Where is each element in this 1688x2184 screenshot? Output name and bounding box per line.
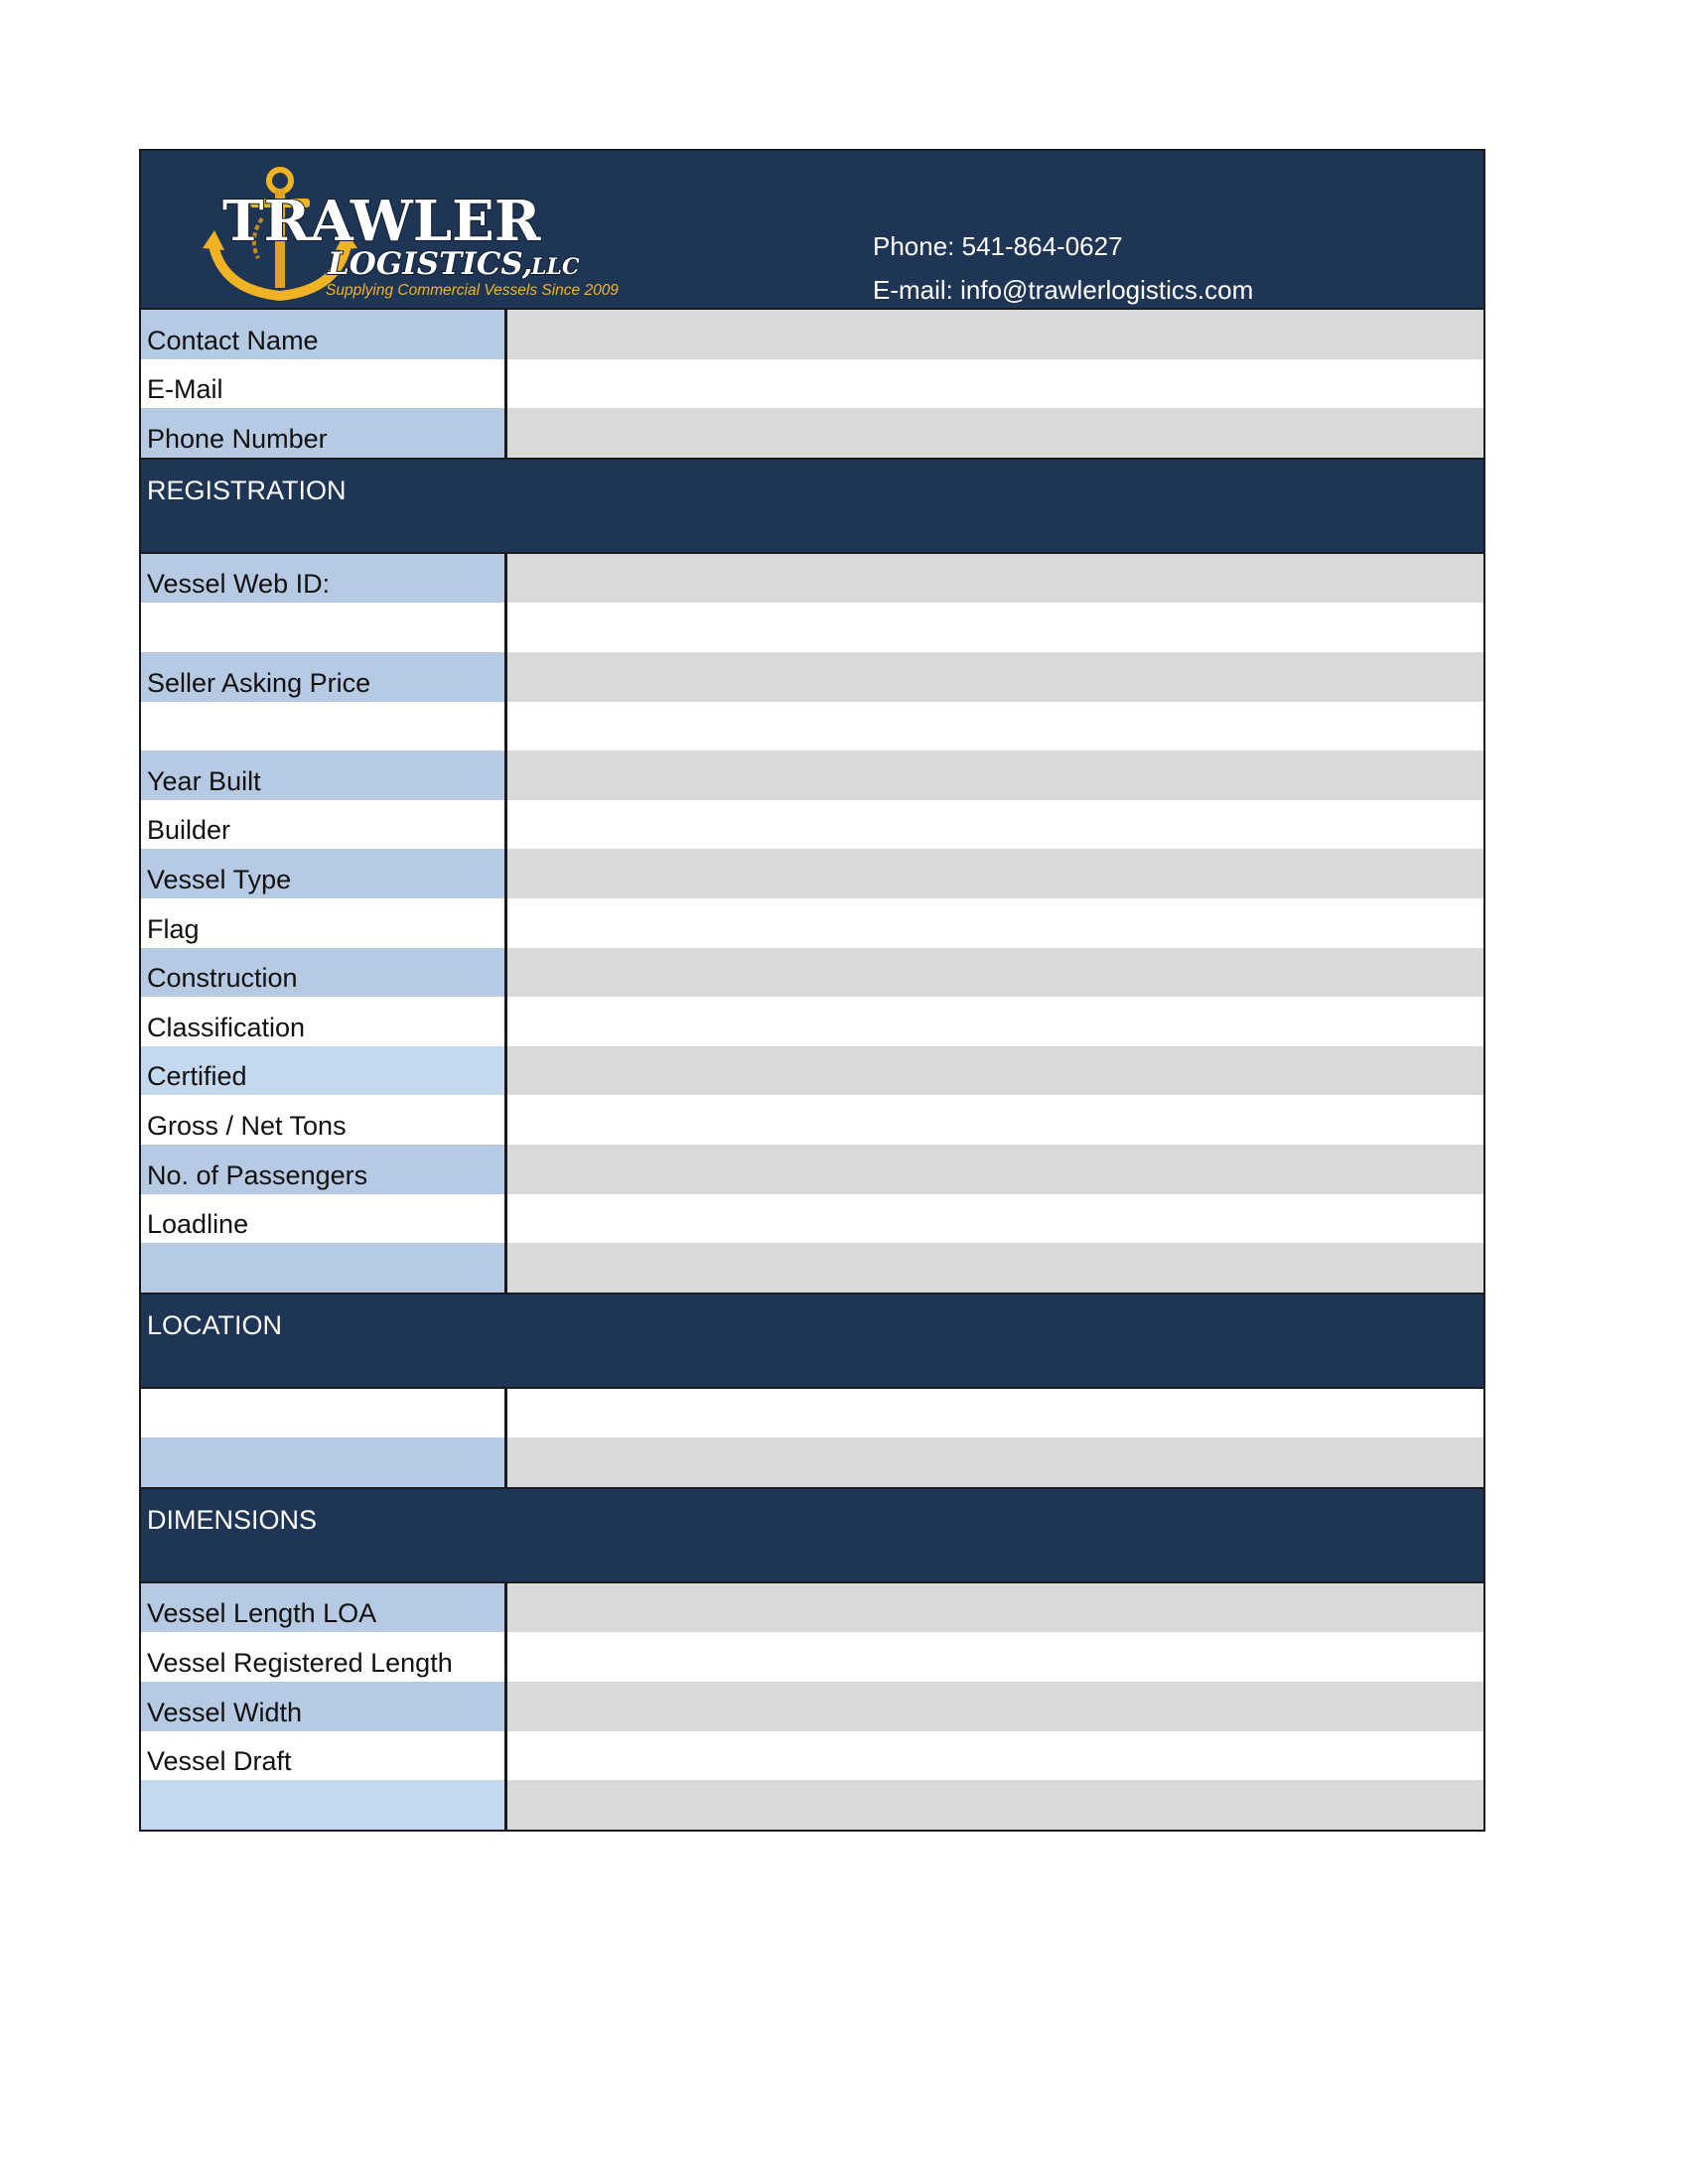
field-label: Vessel Draft [141,1731,507,1781]
field-label: Loadline [141,1194,507,1244]
field-value[interactable] [507,1046,1483,1096]
company-phone: Phone: 541-864-0627 [873,231,1123,261]
field-label: Year Built [141,751,507,800]
form-row-certified [141,1046,1483,1096]
field-value[interactable] [507,800,1483,850]
field-value[interactable] [507,1389,1483,1438]
field-value[interactable] [507,1437,1483,1487]
logo-tagline: Supplying Commercial Vessels Since 2009 [326,282,619,299]
form-row-blank [141,1243,1483,1293]
field-value[interactable] [507,1731,1483,1781]
field-label: Vessel Type [141,849,507,898]
field-label [141,1243,507,1293]
form-row-flag [141,898,1483,948]
form-row-loadline [141,1194,1483,1244]
logo-suffix: LLC [531,254,580,280]
field-value[interactable] [507,554,1483,604]
field-label: Contact Name [141,310,507,359]
field-label: Builder [141,800,507,850]
field-value[interactable] [507,948,1483,998]
field-value[interactable] [507,1780,1483,1830]
field-value[interactable] [507,1095,1483,1145]
form-row-construction [141,948,1483,998]
form-row-vessel-registered-length [141,1632,1483,1682]
field-value[interactable] [507,702,1483,751]
form-row-gross-net-tons [141,1095,1483,1145]
form-row-vessel-length-loa [141,1583,1483,1633]
field-label [141,603,507,652]
vessel-listing-form [139,149,1485,1832]
form-row-vessel-web-id [141,554,1483,604]
field-value[interactable] [507,310,1483,359]
form-row-blank [141,1437,1483,1487]
field-label [141,702,507,751]
field-label: Vessel Registered Length [141,1632,507,1682]
company-contact [873,224,1253,312]
company-email: E-mail: info@trawlerlogistics.com [873,275,1254,305]
form-row-blank [141,1780,1483,1830]
form-row-email [141,359,1483,409]
field-value[interactable] [507,997,1483,1046]
field-value[interactable] [507,1682,1483,1731]
field-value[interactable] [507,849,1483,898]
section-registration: REGISTRATION [141,458,1483,554]
form-header [141,151,1483,310]
field-label: Flag [141,898,507,948]
field-label: Classification [141,997,507,1046]
logo-name: TRAWLER [222,189,541,254]
form-row-no-of-passengers [141,1145,1483,1194]
form-row-blank [141,702,1483,751]
field-label: Gross / Net Tons [141,1095,507,1145]
form-row-blank [141,603,1483,652]
field-value[interactable] [507,603,1483,652]
field-label [141,1780,507,1830]
logo-sub: LOGISTICS, [328,246,533,282]
form-row-contact-name [141,310,1483,359]
field-label: Phone Number [141,408,507,458]
field-value[interactable] [507,1632,1483,1682]
form-row-year-built [141,751,1483,800]
field-label: E-Mail [141,359,507,409]
form-row-builder [141,800,1483,850]
field-value[interactable] [507,751,1483,800]
section-location: LOCATION [141,1293,1483,1389]
field-value[interactable] [507,898,1483,948]
field-label: Vessel Width [141,1682,507,1731]
field-label [141,1437,507,1487]
trawler-logistics-logo [201,159,637,303]
field-label [141,1389,507,1438]
form-row-classification [141,997,1483,1046]
field-label: Vessel Web ID: [141,554,507,604]
field-value[interactable] [507,359,1483,409]
field-label: Certified [141,1046,507,1096]
form-row-phone-number [141,408,1483,458]
field-label: Seller Asking Price [141,652,507,702]
section-dimensions: DIMENSIONS [141,1487,1483,1583]
field-value[interactable] [507,1243,1483,1293]
form-row-seller-asking-price [141,652,1483,702]
form-row-vessel-type [141,849,1483,898]
form-row-vessel-draft [141,1731,1483,1781]
form-row-vessel-width [141,1682,1483,1731]
field-value[interactable] [507,652,1483,702]
field-value[interactable] [507,1583,1483,1633]
field-label: Vessel Length LOA [141,1583,507,1633]
field-value[interactable] [507,1194,1483,1244]
field-value[interactable] [507,1145,1483,1194]
field-label: Construction [141,948,507,998]
field-label: No. of Passengers [141,1145,507,1194]
form-row-blank [141,1389,1483,1438]
field-value[interactable] [507,408,1483,458]
